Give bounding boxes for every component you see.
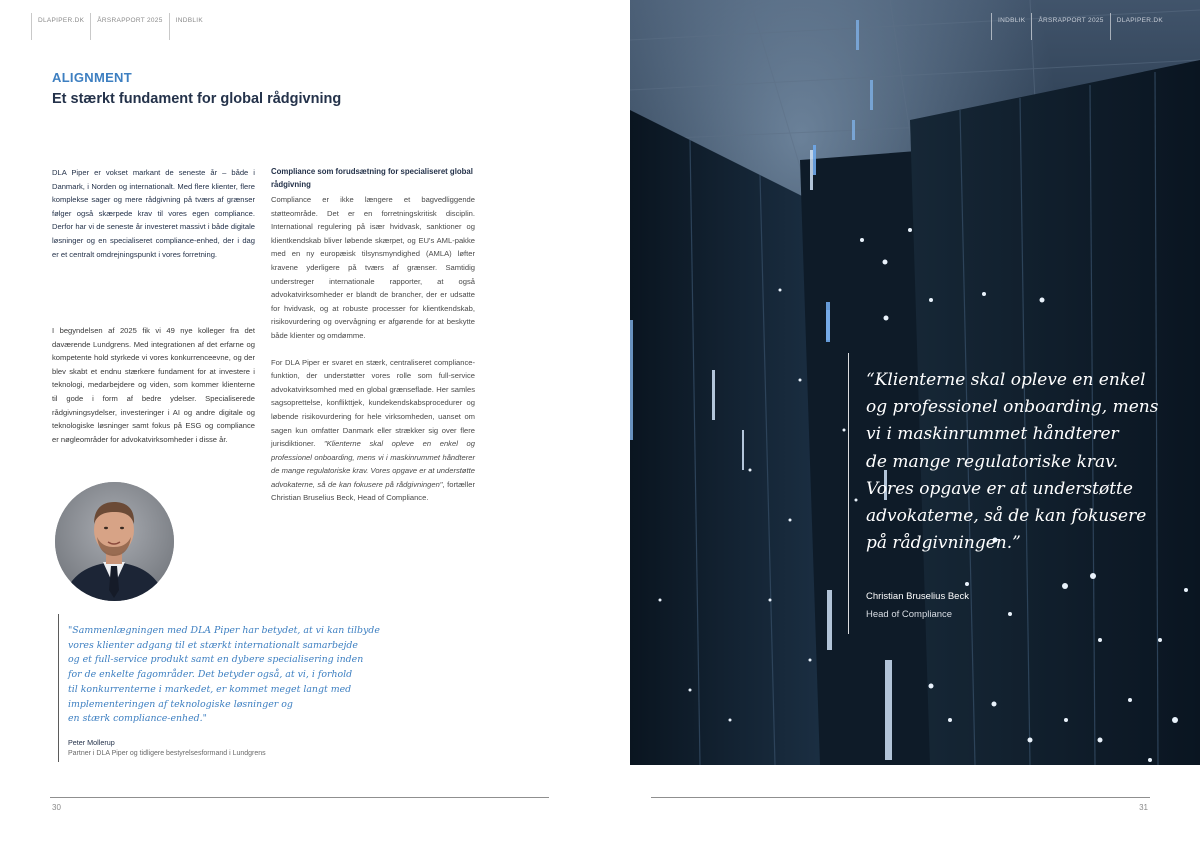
nav-item-section[interactable]: INDBLIK [169, 13, 209, 40]
nav-item-site[interactable]: DLAPIPER.DK [31, 13, 90, 40]
pull-quote-mollerup [58, 614, 418, 762]
quote-author-role: Partner i DLA Piper og tidligere bestyrelsesformand i Lundgrens [68, 749, 266, 757]
top-nav-right [991, 13, 1169, 40]
column-compliance [271, 166, 475, 518]
portrait-image [55, 482, 174, 601]
body-paragraph-merger: I begyndelsen af 2025 fik vi 49 nye kolleger fra det daværende Lundgrens. Med integrationen af det erfarne og kompetente hold styrkede vi vores konkurrenceevne, og der blev skabt et endnu stærkere fundament for at investere i teknologi, medarbejdere og viden, som kommer klienterne til gode i form af bedre ydelser. Specialiserede rådgivningsydelser, investeringer i AI og andre digitale og teknologiske løsninger samt fokus på ESG og compliance er nøgleområder for advokatvirksomheder i disse år. [52, 326, 255, 444]
pull-quote-beck [848, 353, 1168, 634]
quote-author-name: Peter Mollerup [68, 737, 115, 747]
quote-author-name-right: Christian Bruselius Beck [866, 591, 969, 603]
nav-item-site-right[interactable]: DLAPIPER.DK [1110, 13, 1169, 40]
nav-item-report[interactable]: ÅRSRAPPORT 2025 [90, 13, 168, 40]
nav-item-section-right[interactable]: INDBLIK [991, 13, 1031, 40]
top-nav-left [31, 13, 209, 40]
nav-item-report-right[interactable]: ÅRSRAPPORT 2025 [1031, 13, 1109, 40]
section-kicker: ALIGNMENT [52, 70, 132, 85]
quote-text-large: “Klienterne skal opleve en enkel og professionel onboarding, mens vi i maskinrummet håndterer de mange regulatoriske krav. Vores opgave er at understøtte advokaterne, så de kan fokusere på rådgivningen.” [866, 370, 1159, 554]
quote-author-role-right: Head of Compliance [866, 609, 953, 621]
footer-rule-right [651, 797, 1150, 798]
page-number-right: 31 [1139, 803, 1148, 812]
compliance-paragraph-2-tail: , fortæller Christian Bruselius Beck, Head of Compliance. [271, 479, 475, 503]
compliance-paragraph-1: Compliance er ikke længere et bagvedliggende støtteområde. Det er en forretningskritisk disciplin. International regulering på især hvidvask, sanktioner og klientkendskab bliver løbende skærpet, og EU's AML-pakke med en ny europæisk tilsynsmyndighed (AMLA) løfter kravene yderligere på tværs af grænser. Samtidig understreger internationale rapporter, at også advokatvirksomheder er blandt de brancher, der er udsatte for hvidvask, og at robuste processer for klientkendskab, risikovurdering og overvågning er afgørende for at beskytte både klienter og omdømme. [271, 195, 475, 340]
compliance-paragraph-2-lead: For DLA Piper er svaret en stærk, centraliseret compliance-funktion, der understøtter vores rolle som full-service advokatvirksomhed med en global grænseflade. Her samles sagsoprettelse, konflikttjek, kundekendskabsprocedurer og løbende risikovurdering for hele virksomheden, uanset om sagen kun omfatter Danmark eller strækker sig over flere jurisdiktioner. [271, 357, 475, 449]
compliance-inline-quote: "Klienterne skal opleve en enkel og professionel onboarding, mens vi i maskinrummet håndterer de mange regulatoriske krav. Vores opgave er at understøtte advokaterne, så de kan fokusere på rådgivningen" [271, 439, 475, 489]
intro-paragraph: DLA Piper er vokset markant de seneste år – både i Danmark, i Norden og internationalt. Med flere klienter, flere komplekse sager og mere rådgivning på tværs af grænser følger også skærpede krav til vores egen compliance. Derfor har vi de seneste år investeret massivt i både digitale løsninger og en specialiseret compliance-enhed, der i dag er et centralt omdrejningspunkt i vores forretning. [52, 168, 255, 259]
quote-text: "Sammenlægningen med DLA Piper har betydet, at vi kan tilbyde vores klienter adgang til et stærkt internationalt samarbejde og et full-service produkt samt en dybere specialisering inden for de enkelte fagområder. Det betyder også, at vi, i forhold til konkurrenterne i markedet, er kommet meget langt med implementeringen af teknologiske løsninger og en stærk compliance-enhed." [68, 625, 380, 725]
compliance-paragraph-2 [271, 356, 475, 506]
compliance-heading: Compliance som forudsætning for specialiseret global rådgivning [271, 167, 473, 189]
footer-rule-left [50, 797, 549, 798]
page-title: Et stærkt fundament for global rådgivning [52, 91, 342, 107]
page-number-left: 30 [52, 803, 61, 812]
